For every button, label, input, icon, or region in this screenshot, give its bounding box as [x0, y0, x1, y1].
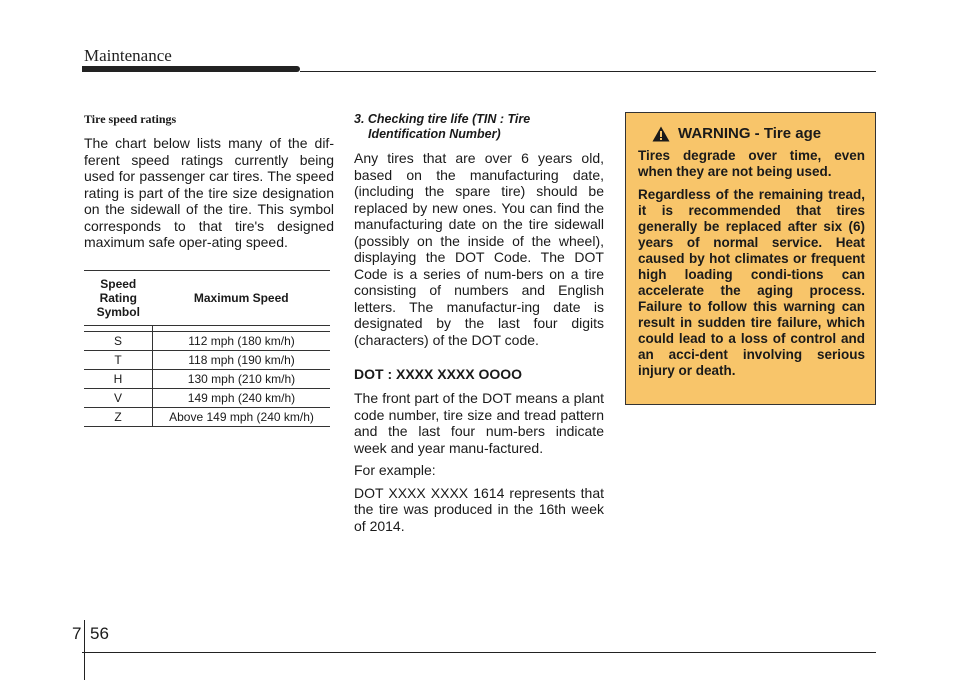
header-rule [300, 71, 876, 72]
tin-subheading: 3. Checking tire life (TIN : Tire Identification Number) [354, 112, 531, 141]
table-row [84, 351, 330, 370]
warning-triangle-icon [652, 126, 670, 142]
rating-symbol: S [84, 332, 153, 351]
header-bar [82, 66, 300, 72]
max-speed: 130 mph (210 km/h) [153, 370, 331, 389]
speed-rating-table [84, 270, 330, 427]
table-row [84, 370, 330, 389]
max-speed: Above 149 mph (240 km/h) [153, 408, 331, 427]
example-label: For example: [354, 462, 436, 478]
footer-divider [84, 620, 85, 680]
table-row [84, 332, 330, 351]
page-header-title: Maintenance [84, 46, 172, 65]
warning-box [625, 112, 876, 405]
table-row [84, 408, 330, 427]
page-number: 56 [90, 624, 109, 643]
middle-column [354, 112, 604, 540]
rating-symbol: T [84, 351, 153, 370]
rating-symbol: H [84, 370, 153, 389]
warning-text: Regardless of the remaining tread, it is recommended that tires generally be replaced after six (6) years of normal service. Heat caused by hot climates or frequent high loading condi-tions can accelerate the aging process. Failure to follow this warning can result in sudden tire failure, which could lead to a loss of control and an acci-dent involving serious injury or death. [638, 187, 865, 378]
warning-title: WARNING - Tire age [678, 125, 822, 142]
dot-code-format: DOT : XXXX XXXX OOOO [354, 366, 523, 382]
rating-symbol: Z [84, 408, 153, 427]
table-row [84, 389, 330, 408]
max-speed: 149 mph (240 km/h) [153, 389, 331, 408]
rating-symbol: V [84, 389, 153, 408]
section-title: Tire speed ratings [84, 112, 177, 126]
table-header-symbol: Speed Rating Symbol [84, 271, 153, 326]
warning-header [652, 125, 865, 142]
chapter-number: 7 [72, 624, 82, 643]
footer-rule [82, 652, 876, 653]
max-speed: 112 mph (180 km/h) [153, 332, 331, 351]
warning-text: Tires degrade over time, even when they are not being used. [638, 148, 865, 179]
tin-paragraph: Any tires that are over 6 years old, based on the manufacturing date, (including the spare tire) should be replaced by new ones. You can find the manufacturing date on the tire sidewall (possibly on the inside of the wheel), displaying the DOT Code. The DOT Code is a series of num-bers on a tire consisting of numbers and English letters. The manufactur-ing date is designated by the last four digits (characters) of the DOT code. [354, 150, 604, 348]
dot-explanation: The front part of the DOT means a plant code number, tire size and tread pattern and the last four num-bers indicate week and year manu-factured. [354, 390, 604, 456]
example-paragraph: DOT XXXX XXXX 1614 represents that the tire was produced in the 16th week of 2014. [354, 484, 604, 534]
max-speed: 118 mph (190 km/h) [153, 351, 331, 370]
table-header-speed: Maximum Speed [153, 271, 331, 326]
left-column [84, 112, 334, 257]
intro-paragraph: The chart below lists many of the dif-ferent speed ratings currently being used for passenger car tires. The speed rating is part of the tire size designation on the sidewall of the tire. This symbol corresponds to that tire's designed maximum safe oper-ating speed. [84, 135, 334, 250]
